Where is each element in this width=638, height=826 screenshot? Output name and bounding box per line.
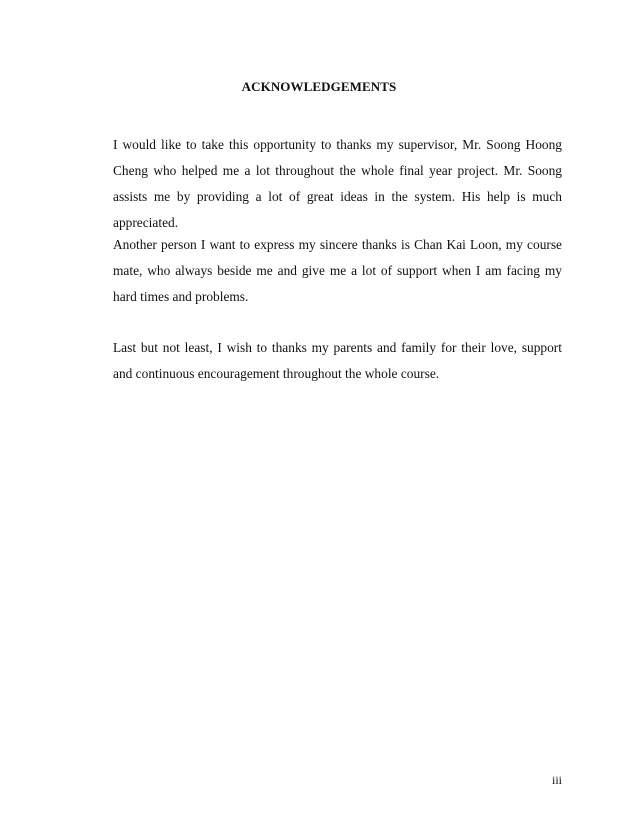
paragraph-supervisor-thanks: I would like to take this opportunity to thanks my supervisor, Mr. Soong Hoong Cheng who helped me a lot throughout the whole final year project. Mr. Soong assists me by providing a lot of great ideas in the system. His help is much appreciated.: [113, 137, 562, 230]
paragraph-coursemate-thanks: Another person I want to express my sincere thanks is Chan Kai Loon, my course mate, who always beside me and give me a lot of support when I am facing my hard times and problems.: [113, 237, 562, 304]
page-number: iii: [551, 773, 562, 787]
page-title: ACKNOWLEDGEMENTS: [241, 79, 397, 94]
paragraph-family-thanks: Last but not least, I wish to thanks my parents and family for their love, support and continuous encouragement throughout the whole course.: [113, 340, 562, 381]
